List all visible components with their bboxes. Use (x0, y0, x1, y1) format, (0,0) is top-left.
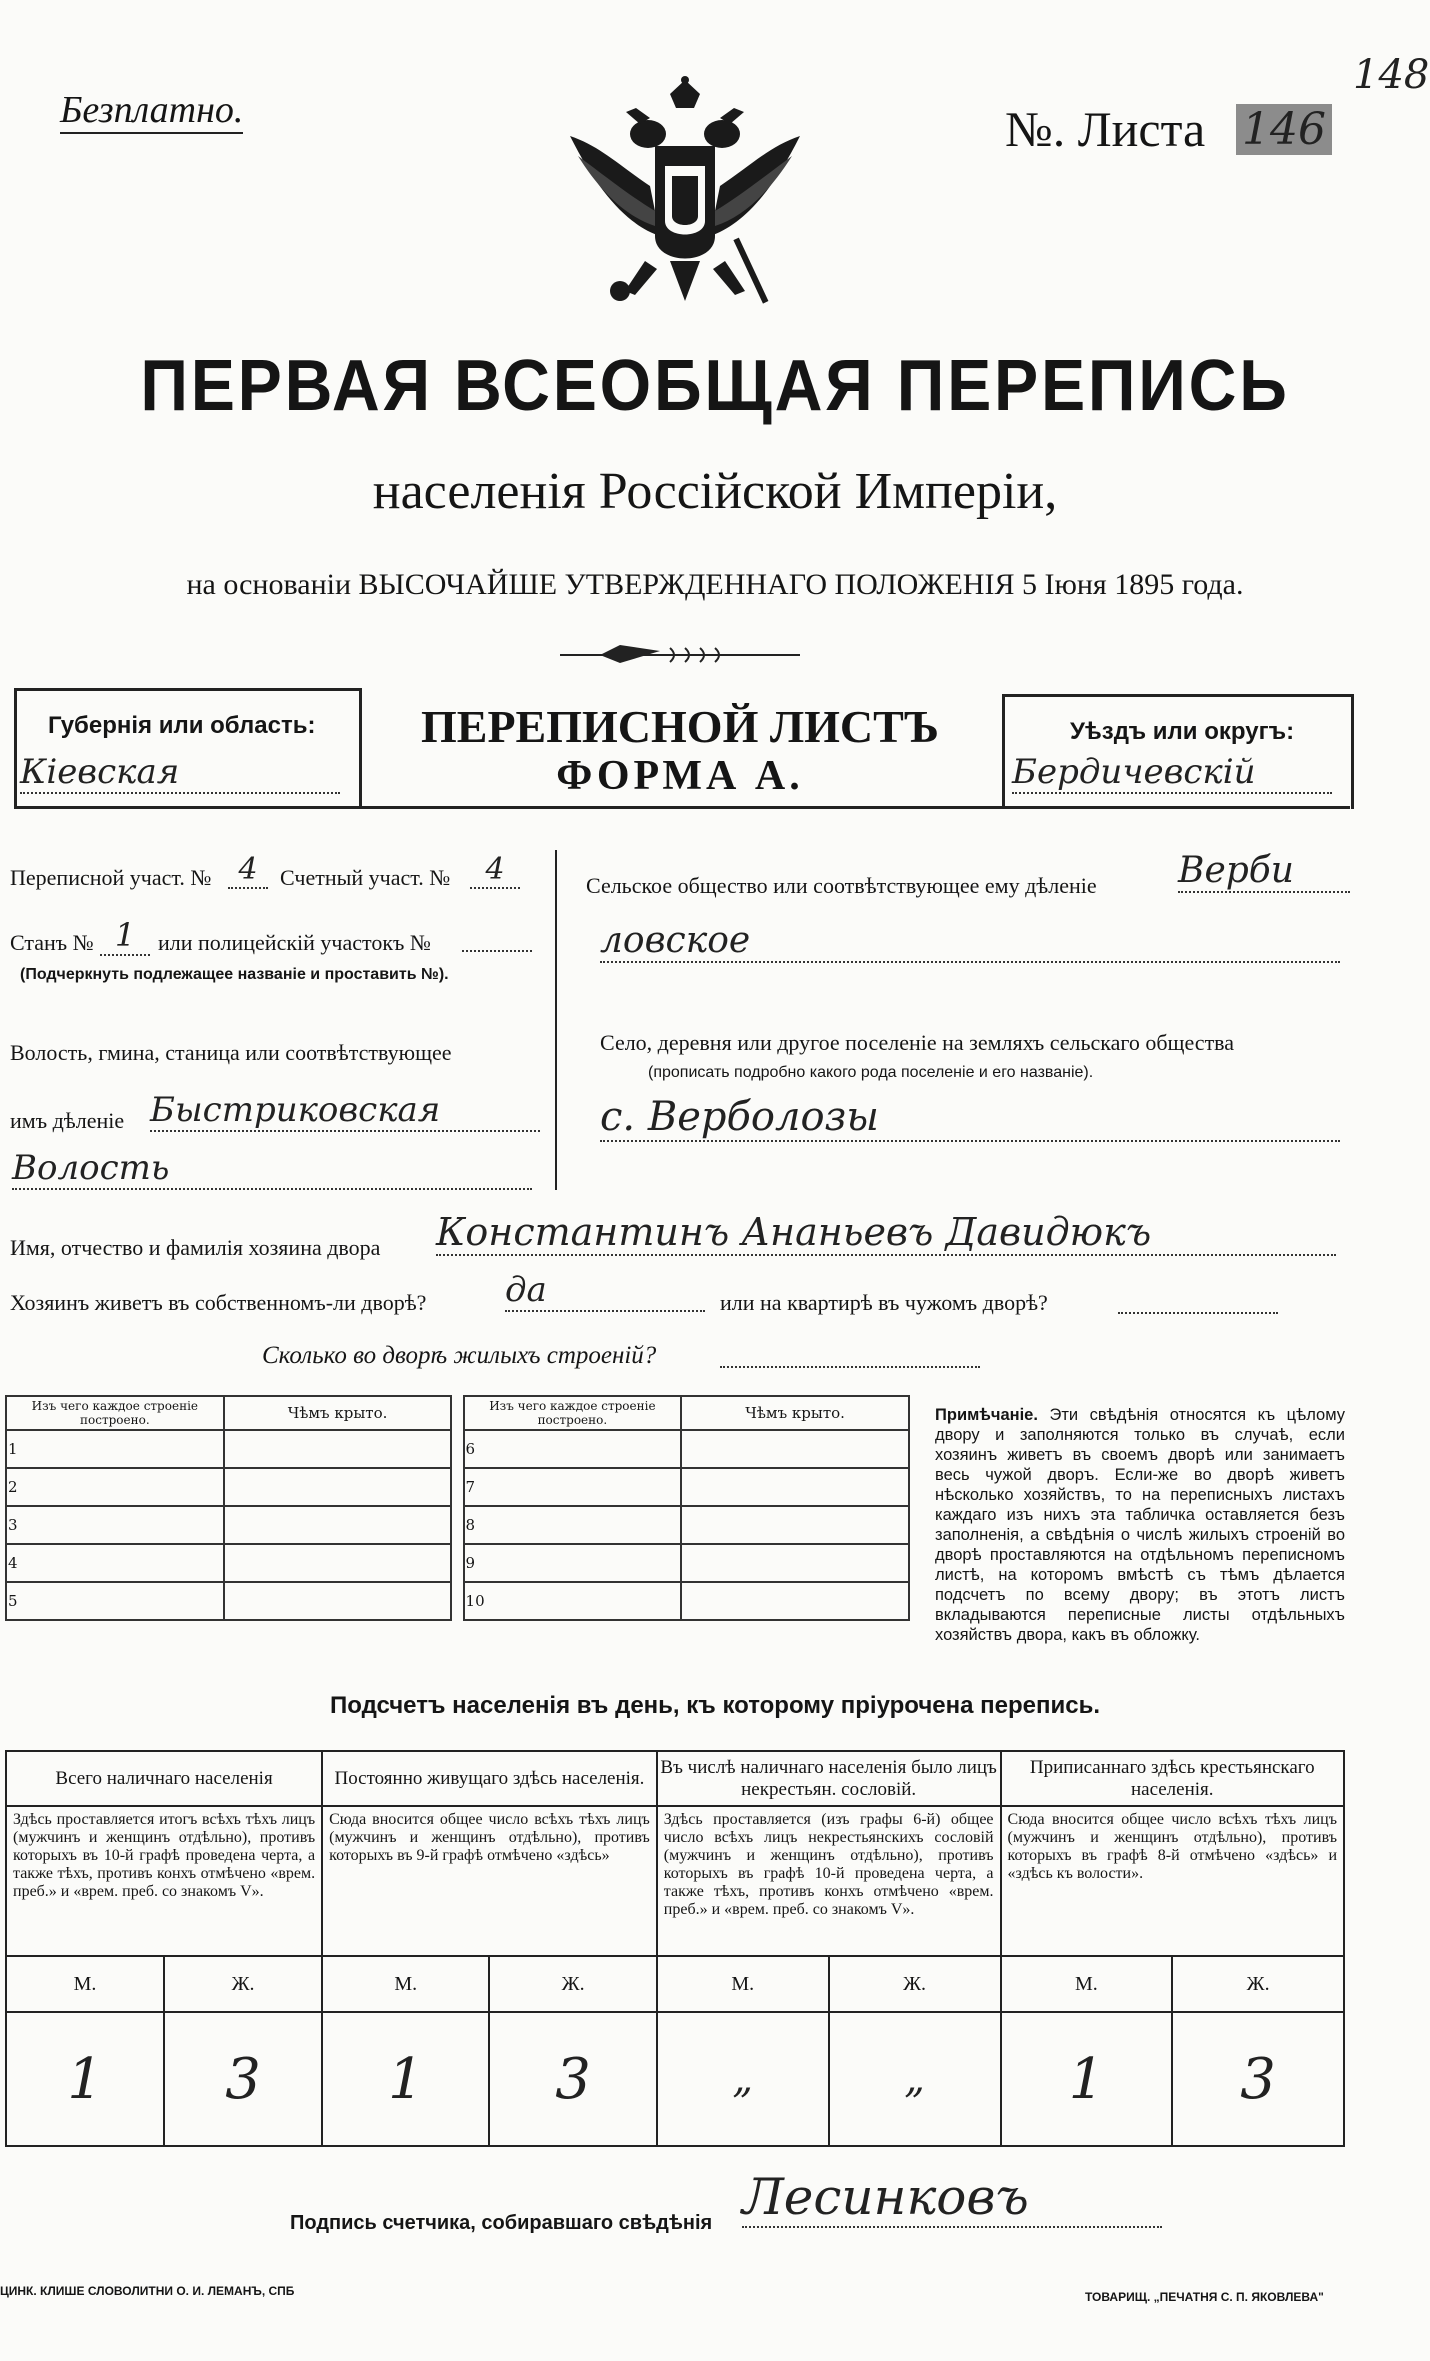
note-block (935, 1405, 1345, 1645)
society-value-1: Верби (1178, 850, 1350, 893)
male-header: М. (1001, 1956, 1173, 2012)
rented-value-line (1118, 1312, 1278, 1314)
buildings-value-line (720, 1366, 980, 1368)
province-value: Кіевская (20, 752, 340, 794)
count-value: 1 (322, 2012, 489, 2146)
sub-title: населенія Россійской Имперіи, (372, 463, 1058, 520)
double-headed-eagle-icon (560, 76, 810, 316)
sheet-number-value: 146 (1236, 104, 1332, 155)
table-row: 6 (464, 1430, 682, 1468)
count-value: 3 (489, 2012, 656, 2146)
material-col-header-left: Изъ чего каждое строеніе построено. (6, 1396, 224, 1430)
count-heading: Подсчетъ населенія въ день, къ которому пріурочена перепись. (330, 1692, 1100, 1719)
count-value: „ (657, 2012, 829, 2146)
female-header: Ж. (1172, 1956, 1344, 2012)
census-section-value: 4 (228, 852, 268, 889)
table-row: 5 (6, 1582, 224, 1620)
sheet-number-label: №. Листа (1005, 101, 1206, 157)
free-label: Безплатно. (60, 88, 243, 134)
table-row: 1 (6, 1430, 224, 1468)
volost-value-2: Волость (12, 1148, 532, 1190)
village-note: (прописать подробно какого рода поселеніе и его названіе). (648, 1064, 1094, 1081)
society-value-2: ловское (600, 920, 1340, 963)
roof-col-header-left: Чѣмъ крыто. (224, 1396, 452, 1430)
table-row: 8 (464, 1506, 682, 1544)
stan-label: Станъ № (10, 930, 94, 955)
count-table (5, 1750, 1345, 2147)
stan-value: 1 (100, 916, 150, 956)
count-value: 1 (1001, 2012, 1173, 2146)
female-header: Ж. (489, 1956, 656, 2012)
count-group-title: Постоянно живущаго здѣсь населенія. (322, 1751, 657, 1806)
owner-name-label: Имя, отчество и фамилія хозяина двора (10, 1235, 381, 1260)
rented-label: или на квартирѣ въ чужомъ дворѣ? (720, 1290, 1048, 1315)
basis-line: на основаніи ВЫСОЧАЙШЕ УТВЕРЖДЕННАГО ПОЛОЖЕНІЯ 5 Іюня 1895 года. (186, 568, 1244, 601)
village-value: с. Верболозы (600, 1094, 1340, 1142)
female-header: Ж. (164, 1956, 322, 2012)
underline-note: (Подчеркнуть подлежащее названіе и проставить №). (20, 966, 449, 983)
volost-value-1: Быстриковская (150, 1090, 540, 1132)
society-label: Сельское общество или соотвѣтствующее ему дѣленіе (586, 873, 1097, 898)
table-row: 2 (6, 1468, 224, 1506)
table-row: 9 (464, 1544, 682, 1582)
female-header: Ж. (829, 1956, 1001, 2012)
counting-section-label: Счетный участ. № (280, 865, 451, 890)
police-value-line (462, 950, 532, 952)
male-header: М. (322, 1956, 489, 2012)
count-value: 3 (164, 2012, 322, 2146)
volost-label-1: Волость, гмина, станица или соотвѣтствующее (10, 1040, 452, 1065)
census-section-label: Переписной участ. № (10, 865, 212, 890)
count-value: 3 (1172, 2012, 1344, 2146)
count-group-title: Въ числѣ наличнаго населенія было лицъ некрестьян. сословій. (657, 1751, 1001, 1806)
table-row: 10 (464, 1582, 682, 1620)
form-title: ПЕРЕПИСНОЙ ЛИСТЪ (420, 701, 940, 752)
count-value: „ (829, 2012, 1001, 2146)
county-value: Бердичевскій (1012, 752, 1332, 794)
county-label: Уѣздъ или округъ: (1070, 718, 1295, 745)
footer-left: ЦИНК. КЛИШЕ СЛОВОЛИТНИ О. И. ЛЕМАНЪ, СПБ (0, 2284, 295, 2298)
material-col-header-right: Изъ чего каждое строеніе построено. (464, 1396, 682, 1430)
count-group-desc: Здѣсь проставляется (изъ графы 6-й) общее число всѣхъ лицъ некрестьянскихъ сословій (мужчинъ и женщинъ отдѣльно), противъ которыхъ въ графѣ 10-й проведена черта, а также тѣхъ, противъ конхъ отмѣчено «врем. преб.» и «врем. преб. со знакомъ V». (657, 1806, 1001, 1956)
note-heading: Примѣчаніе. (935, 1406, 1038, 1424)
corner-number: 148 (1353, 52, 1430, 98)
table-row: 4 (6, 1544, 224, 1582)
volost-label-2: имъ дѣленіе (10, 1108, 125, 1133)
owner-name-value: Константинъ Ананьевъ Давидюкъ (436, 1210, 1336, 1256)
table-row: 3 (6, 1506, 224, 1544)
count-value: 1 (6, 2012, 164, 2146)
count-group-desc: Сюда вносится общее число всѣхъ тѣхъ лицъ (мужчинъ и женщинъ отдѣльно), противъ которыхъ въ графѣ 8-й отмѣчено «здѣсь» и «здѣсь къ волости». (1001, 1806, 1344, 1956)
count-group-title: Приписаннаго здѣсь крестьянскаго населенія. (1001, 1751, 1344, 1806)
main-title: ПЕРВАЯ ВСЕОБЩАЯ ПЕРЕПИСЬ (140, 346, 1290, 426)
fields-divider (555, 850, 557, 1190)
ornament-divider-icon (560, 640, 800, 670)
count-group-desc: Сюда вносится общее число всѣхъ тѣхъ лицъ (мужчинъ и женщинъ отдѣльно), противъ которыхъ въ 9-й графѣ отмѣчено «здѣсь» (322, 1806, 657, 1956)
count-group-desc: Здѣсь проставляется итогъ всѣхъ тѣхъ лицъ (мужчинъ и женщинъ отдѣльно), противъ которыхъ въ 10-й графѣ проведена черта, а также тѣхъ, противъ конхъ отмѣчено «врем. преб.» и «врем. преб. со знакомъ V». (6, 1806, 322, 1956)
male-header: М. (657, 1956, 829, 2012)
count-group-title: Всего наличнаго населенія (6, 1751, 322, 1806)
footer-right: ТОВАРИЩ. „ПЕЧАТНЯ С. П. ЯКОВЛЕВА" (1085, 2290, 1324, 2304)
own-yard-value: да (505, 1270, 705, 1312)
table-row: 7 (464, 1468, 682, 1506)
header-divider (14, 806, 1350, 809)
counting-section-value: 4 (470, 852, 520, 889)
signature-label: Подпись счетчика, собиравшаго свѣдѣнія (290, 2212, 713, 2234)
police-label: или полицейскій участокъ № (158, 930, 431, 955)
roof-col-header-right: Чѣмъ крыто. (681, 1396, 909, 1430)
note-text: Эти свѣдѣнія относятся къ цѣлому двору и заполняются только въ случаѣ, если хозяинъ живетъ въ своемъ дворѣ или занимаетъ весь чужой дворъ. Если-же во дворѣ живетъ нѣсколько хозяйствъ, то на переписныхъ листахъ каждаго изъ нихъ эта табличка оставляется безъ заполненія, а свѣдѣнія о числѣ жилыхъ строеній во дворѣ проставляются на отдѣльномъ переписномъ листѣ, на которомъ вмѣстѣ съ тѣмъ дѣлается подсчетъ по всему двору; въ этотъ листъ вкладываются переписные листы отдѣльныхъ хозяйствъ двора, какъ въ обложку. (935, 1406, 1345, 1644)
male-header: М. (6, 1956, 164, 2012)
form-letter: ФОРМА А. (556, 753, 804, 799)
village-label: Село, деревня или другое поселеніе на земляхъ сельскаго общества (600, 1030, 1235, 1055)
buildings-table (5, 1395, 910, 1621)
signature-value: Лесинковъ (742, 2168, 1162, 2228)
buildings-label: Сколько во дворѣ жилыхъ строеній? (262, 1342, 657, 1369)
province-label: Губернія или область: (48, 712, 316, 739)
own-yard-label: Хозяинъ живетъ въ собственномъ-ли дворѣ? (10, 1290, 427, 1315)
